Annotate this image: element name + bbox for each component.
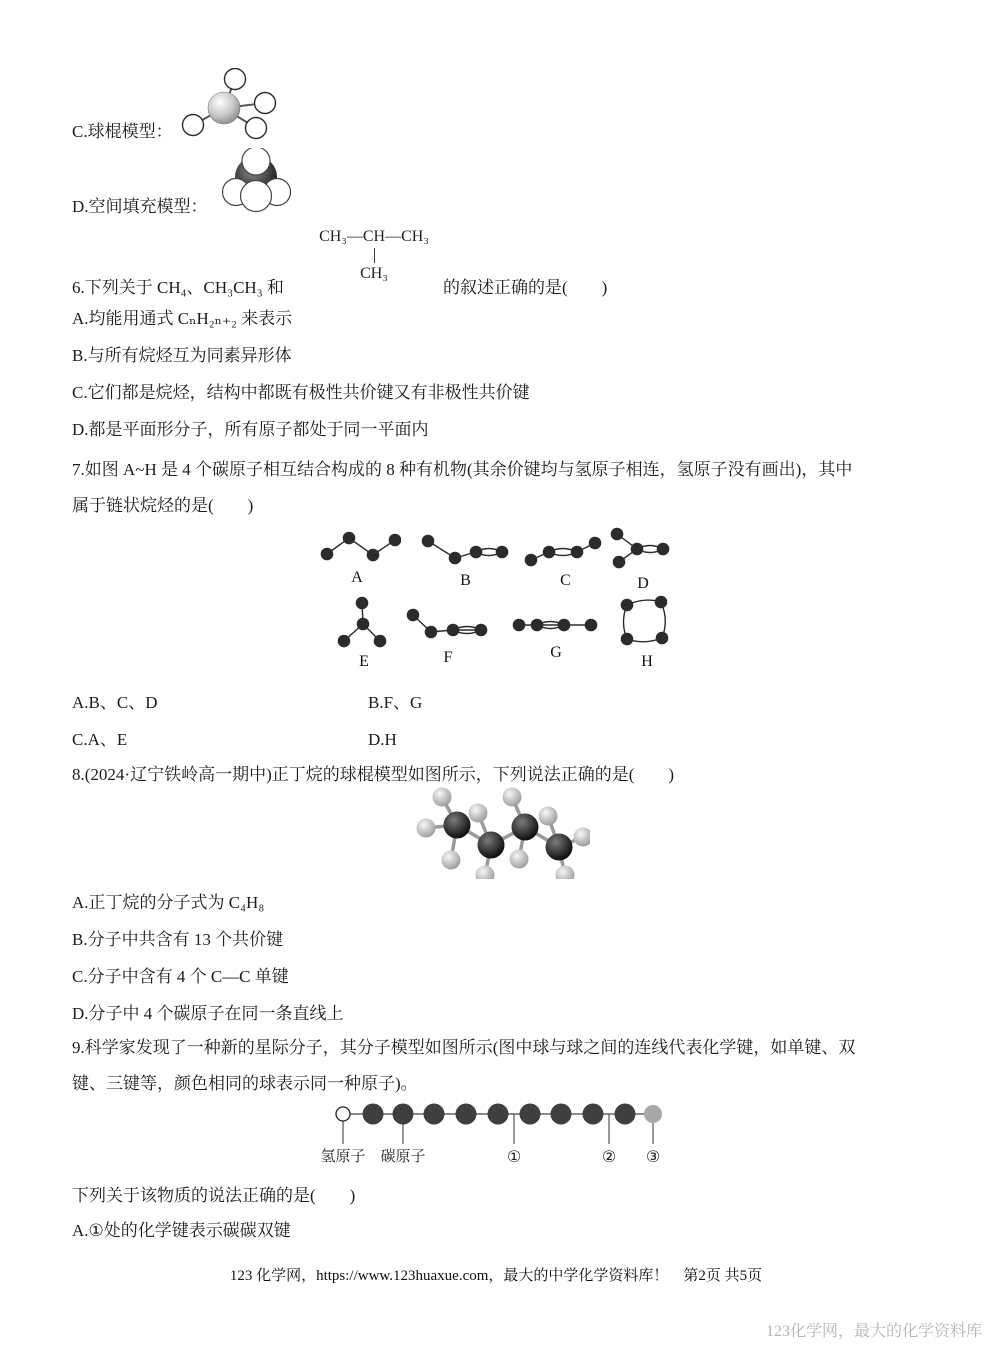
interstellar-molecule-chain-diagram (310, 1100, 690, 1168)
hydrogen-atom (336, 1107, 350, 1121)
model-d-label: D.空间填充模型： (72, 197, 208, 216)
q7-option-b: B.F、G (368, 693, 423, 712)
q9-stem (72, 1030, 952, 1102)
ch4-space-filling-model-icon (210, 148, 302, 216)
molecule-g-label: G (550, 644, 562, 661)
molecule-e-icon (333, 592, 395, 650)
q6-stem-left: 6.下列关于 CH₄、CH₃CH₃ 和 (72, 278, 284, 297)
molecule-f-icon (402, 598, 494, 646)
q6-options (72, 300, 530, 448)
butane-ball-stick-model-icon (415, 783, 590, 879)
molecule-c-label: C (560, 572, 571, 589)
q9-option-a: A.①处的化学键表示碳碳双键 (72, 1221, 291, 1240)
carbon-atoms (363, 1104, 636, 1125)
q8-option-a: A.正丁烷的分子式为 C₄H₈ (72, 893, 265, 912)
molecule-d-icon (607, 524, 679, 572)
bond-marker-3: ③ (645, 1149, 661, 1166)
q6-option-d: D.都是平面形分子，所有原子都处于同一平面内 (72, 420, 429, 439)
molecule-a-label: A (351, 569, 363, 586)
molecule-c-diagram (523, 527, 608, 590)
q6-option-a: A.均能用通式 CₙH₂ₙ₊₂ 来表示 (72, 309, 293, 328)
carbon-atom-label: 碳原子 (380, 1149, 426, 1165)
molecule-a-icon (313, 526, 401, 566)
page-footer: 123 化学网，https://www.123huaxue.com，最大的中学化学资料库！ 第2页 共5页 (229, 1268, 763, 1284)
molecule-h-icon (616, 592, 678, 650)
q8-option-c: C.分子中含有 4 个 C—C 单键 (72, 967, 289, 986)
bond-marker-2: ② (601, 1149, 617, 1166)
structure-top-row: CH₃—CH—CH₃ (319, 228, 429, 245)
molecule-e-diagram (333, 592, 395, 671)
molecule-h-diagram (616, 592, 678, 671)
structure-bottom-group: CH₃ (360, 265, 388, 282)
structure-vertical-bond (374, 248, 375, 263)
molecule-b-diagram (418, 524, 513, 590)
q8-option-b: B.分子中共含有 13 个共价键 (72, 930, 284, 949)
q7-option-d: D.H (368, 730, 397, 749)
q8-stem: 8.(2024·辽宁铁岭高一期中)正丁烷的球棍模型如图所示，下列说法正确的是( ) (72, 765, 675, 784)
ch4-ball-stick-model-icon (180, 68, 282, 142)
hydrogen-atom-label: 氢原子 (320, 1149, 366, 1165)
molecule-c-icon (523, 527, 608, 569)
q9-stem-line1: 9.科学家发现了一种新的星际分子，其分子模型如图所示(图中球与球之间的连线代表化学键，如单键、双 (72, 1038, 856, 1057)
molecule-b-icon (418, 524, 513, 569)
q7-options (72, 684, 422, 758)
molecule-b-label: B (460, 572, 471, 589)
q7-stem (72, 452, 952, 524)
molecule-d-label: D (637, 575, 649, 592)
q7-option-a: A.B、C、D (72, 693, 158, 712)
molecule-g-diagram (510, 601, 602, 662)
isobutane-structure (299, 227, 449, 284)
bond-marker-1: ① (506, 1149, 522, 1166)
molecule-a-diagram (313, 526, 401, 587)
molecule-f-label: F (443, 649, 453, 666)
q8-option-d: D.分子中 4 个碳原子在同一条直线上 (72, 1004, 344, 1023)
q6-stem-right: 的叙述正确的是( ) (443, 278, 608, 297)
molecule-f-diagram (402, 598, 494, 667)
watermark: 123化学网，最大的化学资料库 (765, 1323, 982, 1340)
q7-stem-line1: 7.如图 A~H 是 4 个碳原子相互结合构成的 8 种有机物(其余价键均与氢原子相连，氢原子没有画出)，其中 (72, 460, 853, 479)
q7-option-c: C.A、E (72, 730, 128, 749)
other-atom (644, 1105, 662, 1123)
molecule-g-icon (510, 601, 602, 641)
molecule-h-label: H (641, 653, 653, 670)
molecule-d-diagram (607, 524, 679, 593)
q6-option-b: B.与所有烷烃互为同素异形体 (72, 346, 292, 365)
model-c-label: C.球棍模型： (72, 122, 173, 141)
q6-option-c: C.它们都是烷烃，结构中都既有极性共价键又有非极性共价键 (72, 383, 530, 402)
q9-stem-line2: 键、三键等，颜色相同的球表示同一种原子)。 (72, 1074, 418, 1093)
q9-question: 下列关于该物质的说法正确的是( ) (72, 1186, 356, 1205)
molecule-e-label: E (359, 653, 369, 670)
q8-options (72, 884, 344, 1032)
q7-stem-line2: 属于链状烷烃的是( ) (72, 496, 254, 515)
